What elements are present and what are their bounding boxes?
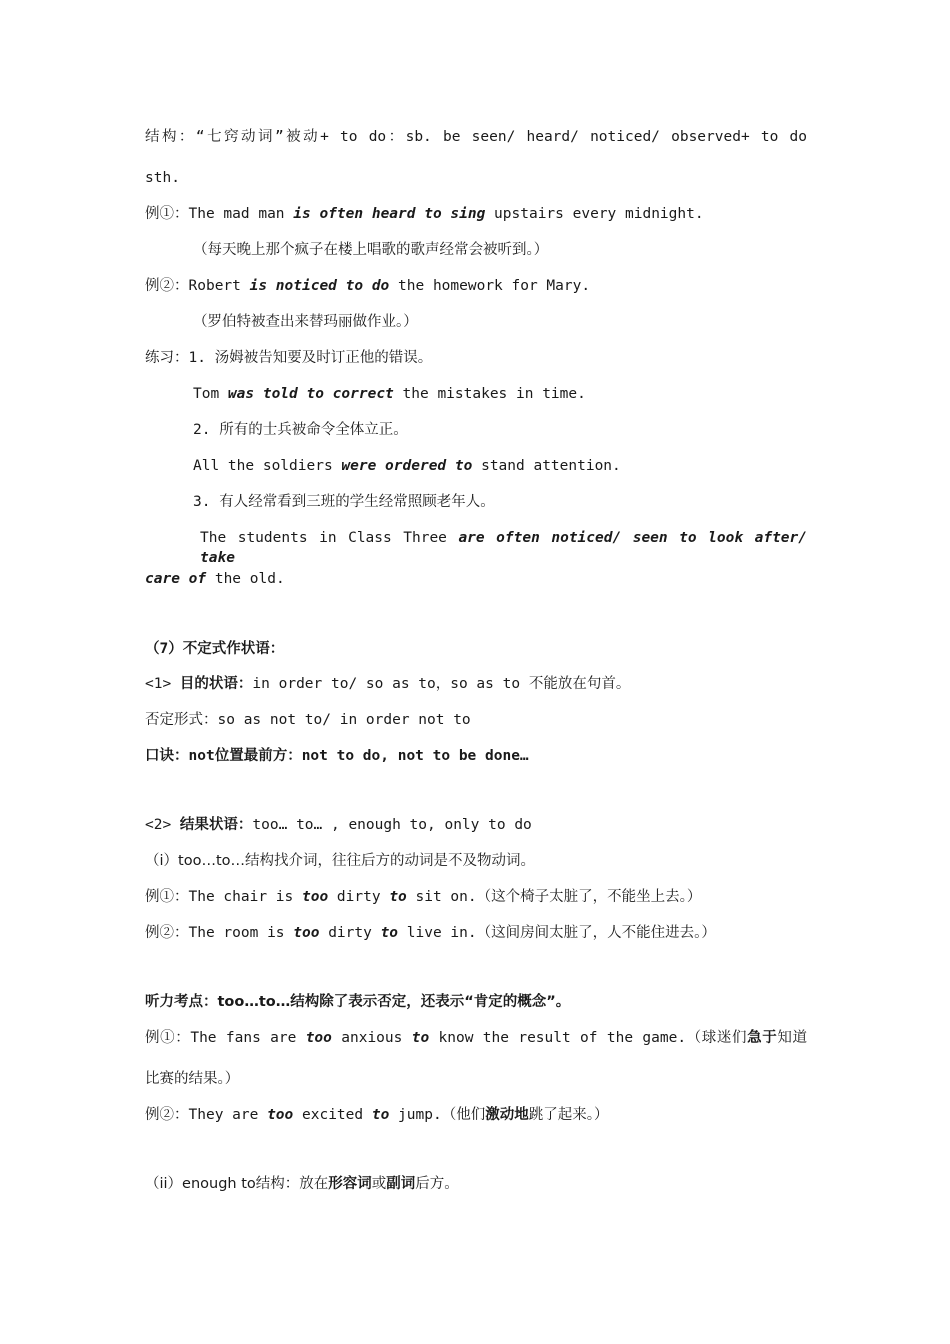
result-adverbial: <2> 结果状语：too… to… , enough to, only to do — [145, 817, 532, 833]
mnemonic: 口诀：not位置最前方：not to do, not to be done… — [145, 748, 529, 764]
structure-line: 结构：“七窍动词”被动+ to do：sb. be seen/ heard/ noticed/ observed+ to do — [145, 129, 807, 145]
practice-3-answer-cont: care of the old. — [145, 571, 285, 587]
practice-2: 2. 所有的士兵被命令全体立正。 — [193, 422, 408, 438]
example-1: 例①：The mad man is often heard to sing upstairs every midnight. — [145, 206, 704, 222]
purpose-adverbial: <1> 目的状语：in order to/ so as to，so as to 不能放在句首。 — [145, 676, 631, 692]
practice-3-answer: The students in Class Three are often noticed/ seen to look after/ take — [200, 530, 807, 566]
listening-example-1: 例①：The fans are too anxious to know the result of the game.（球迷们急于知道 — [145, 1030, 807, 1046]
too-to-rule: （i）too…to…结构找介词，往往后方的动词是不及物动词。 — [145, 853, 536, 869]
practice-1-answer: Tom was told to correct the mistakes in time. — [193, 386, 586, 402]
section-heading-7: （7）不定式作状语： — [145, 641, 285, 657]
example-2-translation: （罗伯特被查出来替玛丽做作业。） — [193, 314, 418, 330]
too-to-example-1: 例①：The chair is too dirty to sit on.（这个椅子太脏了，不能坐上去。） — [145, 889, 702, 905]
negative-form: 否定形式：so as not to/ in order not to — [145, 712, 471, 728]
practice-1: 练习：1. 汤姆被告知要及时订正他的错误。 — [145, 350, 433, 366]
listening-point: 听力考点：too…to…结构除了表示否定，还表示“肯定的概念”。 — [145, 994, 571, 1010]
practice-2-answer: All the soldiers were ordered to stand attention. — [193, 458, 621, 474]
structure-line-cont: sth. — [145, 170, 180, 186]
listening-example-1-cont: 比赛的结果。） — [145, 1071, 240, 1087]
too-to-example-2: 例②：The room is too dirty to live in.（这间房间太脏了，人不能住进去。） — [145, 925, 716, 941]
listening-example-2: 例②：They are too excited to jump.（他们激动地跳了起来。） — [145, 1107, 609, 1123]
practice-3: 3. 有人经常看到三班的学生经常照顾老年人。 — [193, 494, 495, 510]
example-1-translation: （每天晚上那个疯子在楼上唱歌的歌声经常会被听到。） — [193, 242, 549, 258]
example-2: 例②：Robert is noticed to do the homework for Mary. — [145, 278, 591, 294]
enough-to-rule: （ii）enough to结构：放在形容词或副词后方。 — [145, 1176, 459, 1192]
